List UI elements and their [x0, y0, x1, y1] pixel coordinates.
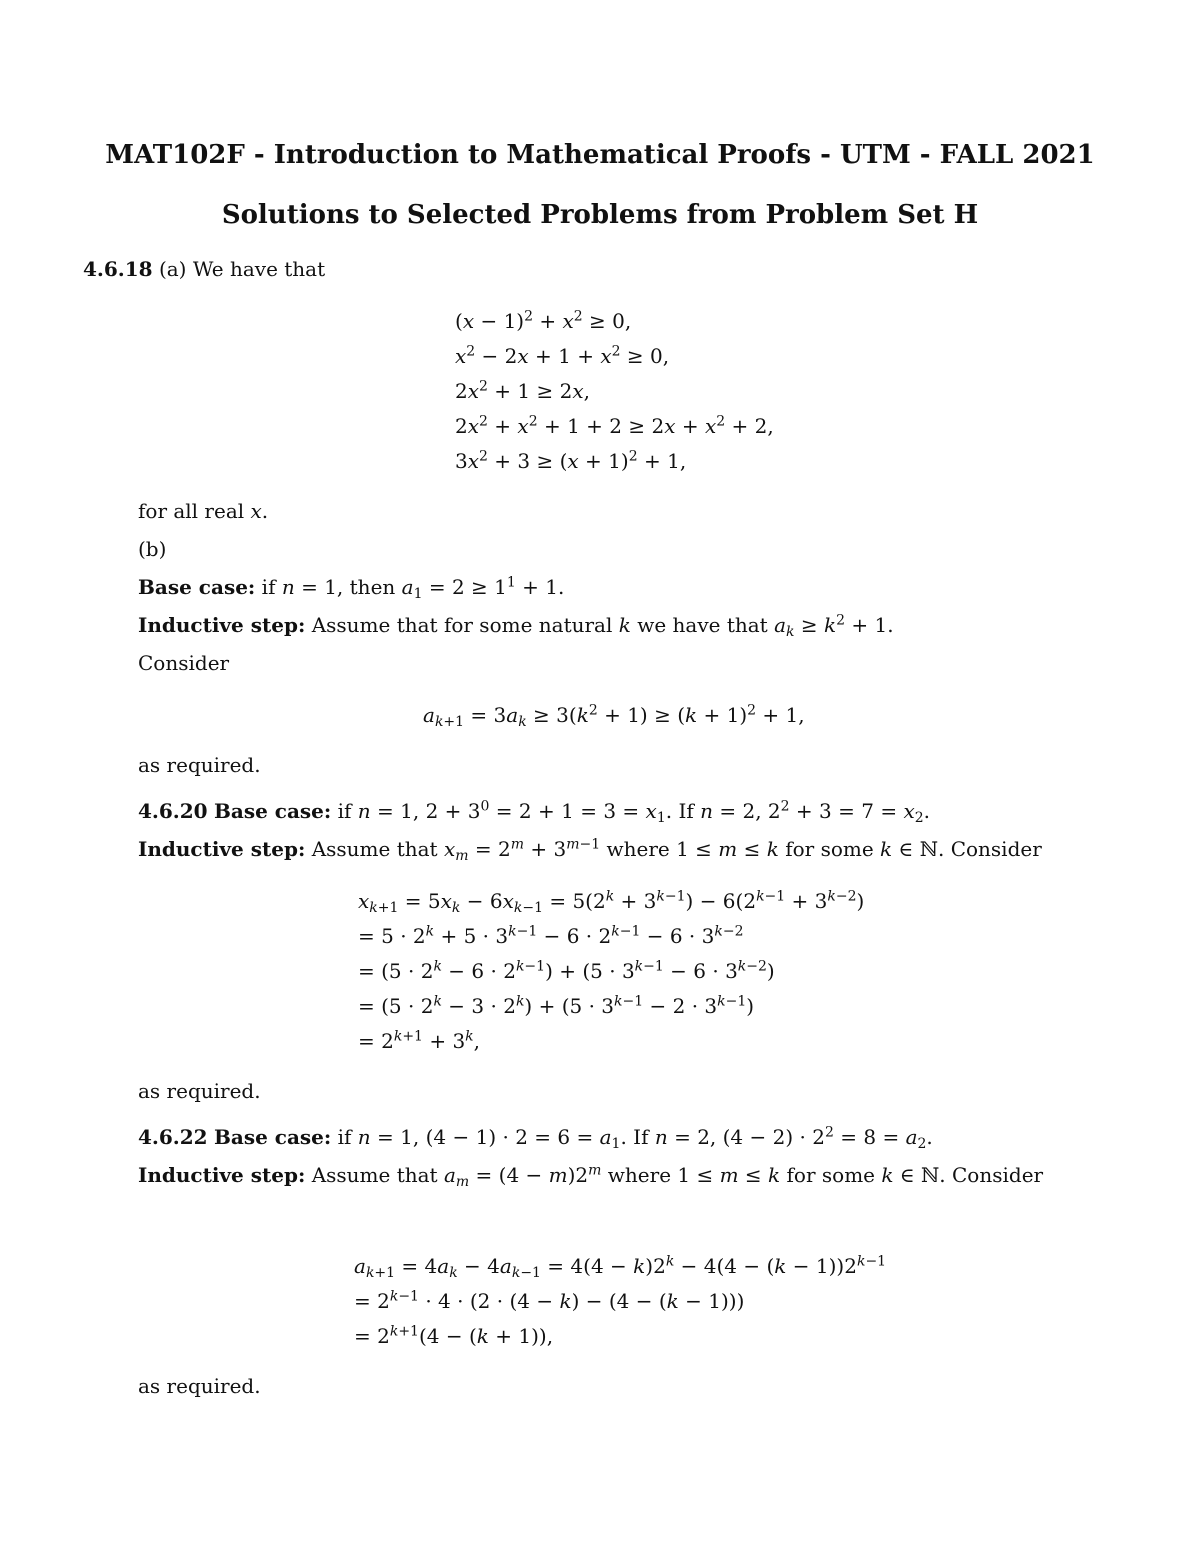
part-a-intro: (a) We have that — [158, 257, 326, 281]
equation-line: = $2^{k+1} + 3^k$, — [358, 1028, 481, 1053]
equation-line: $2x^2 + 1 \ge 2x$, — [455, 378, 590, 403]
base-case-line: Base case: if n = 1, then $a_1 = 2 \ge 1^1 + 1$. — [138, 574, 565, 603]
page-subtitle: Solutions to Selected Problems from Problem Set H — [221, 200, 979, 230]
for-all-text: for all real — [138, 499, 245, 523]
inductive-step-label: Inductive step: — [138, 1163, 306, 1187]
inductive-step-line: Inductive step: Assume that for some natural k we have that $a_k \ge k^2 + 1$. — [138, 612, 894, 641]
as-required-text: as required. — [138, 1079, 261, 1103]
part-b-label: (b) — [138, 537, 167, 561]
as-required-text: as required. — [138, 1374, 261, 1398]
variable-x: x — [250, 499, 262, 523]
base-case-label: Base case: — [138, 575, 256, 599]
equation-line: = $2^{k-1} \cdot 4 \cdot (2 \cdot (4 - k) - (4 - (k - 1)))$ — [354, 1288, 745, 1313]
period: . — [261, 499, 269, 523]
page-title: MAT102F - Introduction to Mathematical Proofs - UTM - FALL 2021 — [105, 140, 1095, 170]
base-case-label: Base case: — [213, 1125, 332, 1149]
as-required-text: as required. — [138, 753, 261, 777]
inductive-step-label: Inductive step: — [138, 613, 306, 637]
problem-4-6-22-base: 4.6.22 Base case: if n = 1, $(4 - 1) \cdot 2 = 6 = a_1$. If n = 2, $(4 - 2) \cdot 2^2 = 8 = a_2$. — [138, 1124, 933, 1153]
for-all-real-line — [138, 499, 268, 523]
problem-4-6-20-base: 4.6.20 Base case: if n = 1, $2 + 3^0 = 2 + 1 = 3 = x_1$. If n = 2, $2^2 + 3 = 7 = x_2$. — [138, 798, 930, 827]
equation-line: = $(5 \cdot 2^k - 3 \cdot 2^k) + (5 \cdot 3^{k-1} - 2 \cdot 3^{k-1})$ — [358, 993, 755, 1018]
inductive-step-line: Inductive step: Assume that $a_m = (4 - m)2^m$ where 1 ≤ m ≤ k for some k ∈ ℕ. Consider — [138, 1162, 1044, 1191]
base-case-label: Base case: — [213, 799, 332, 823]
equation-line: $x_{k+1} = 5x_k - 6x_{k-1} = 5(2^k + 3^{k-1}) - 6(2^{k-1} + 3^{k-2})$ — [358, 888, 865, 917]
problem-number: 4.6.22 — [138, 1125, 208, 1149]
equation-line: $a_{k+1} = 4a_k - 4a_{k-1} = 4(4 - k)2^k - 4(4 - (k - 1))2^{k-1}$ — [354, 1253, 887, 1282]
equation-line: $a_{k+1} = 3a_k \ge 3(k^2 + 1) \ge (k + 1)^2 + 1$, — [423, 702, 805, 731]
equation-line: = $5 \cdot 2^k + 5 \cdot 3^{k-1} - 6 \cdot 2^{k-1} - 6 \cdot 3^{k-2}$ — [358, 923, 744, 948]
equation-line: $(x - 1)^2 + x^2 \ge 0$, — [455, 308, 632, 333]
inductive-step-label: Inductive step: — [138, 837, 306, 861]
equation-line: $2x^2 + x^2 + 1 + 2 \ge 2x + x^2 + 2$, — [455, 413, 774, 438]
inductive-step-line: Inductive step: Assume that $x_m = 2^m + 3^{m-1}$ where 1 ≤ m ≤ k for some k ∈ ℕ. Consider — [138, 836, 1042, 865]
consider-text: Consider — [138, 651, 230, 675]
equation-line: = $2^{k+1}(4 - (k + 1))$, — [354, 1323, 554, 1348]
problem-number: 4.6.18 — [83, 257, 153, 281]
problem-number: 4.6.20 — [138, 799, 208, 823]
problem-4-6-18-heading — [83, 257, 325, 281]
equation-line: $x^2 - 2x + 1 + x^2 \ge 0$, — [455, 343, 670, 368]
equation-line: $3x^2 + 3 \ge (x + 1)^2 + 1$, — [455, 448, 687, 473]
equation-line: = $(5 \cdot 2^k - 6 \cdot 2^{k-1}) + (5 \cdot 3^{k-1} - 6 \cdot 3^{k-2})$ — [358, 958, 775, 983]
